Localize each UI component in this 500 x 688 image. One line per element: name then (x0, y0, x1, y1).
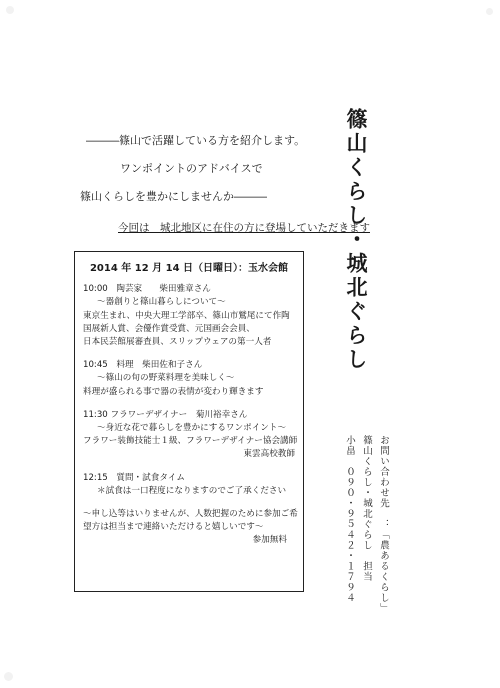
contact-line: 篠山くらし・城北ぐらし 担当 (361, 435, 372, 582)
session-detail: 東雲高校教師 (243, 449, 295, 460)
session-heading: 12:15 質問・試食タイム (83, 472, 185, 483)
contact-line: 小畠 ０９０・９５４２・１７９４ (344, 435, 355, 603)
session-item (83, 283, 295, 349)
session-detail: 国展新人賞、会優作賞受賞、元国画会会員、 (83, 323, 255, 334)
session-detail: 日本民芸館展審査員、スリップウェアの第一人者 (83, 337, 272, 348)
intro-line: ワンポイントのアドバイスで (120, 162, 263, 175)
scan-speck (6, 6, 14, 14)
fee-note: 参加無料 (252, 535, 287, 546)
session-detail: 東京生まれ、中央大理工学部卒、篠山市鷲尾にて作陶 (83, 310, 290, 321)
program-box (74, 251, 304, 592)
scan-speck (486, 8, 493, 15)
session-subtitle: ～身近な花で暮らしを豊かにするワンポイント～ (97, 423, 287, 434)
footer-note: 望方は担当まで連絡いただけると嬉しいです～ (83, 522, 264, 533)
session-subtitle: ＊試食は一口程度になりますのでご了承ください (97, 485, 287, 496)
intro-line: ―――篠山で活躍している方を紹介します。 (86, 134, 306, 147)
intro-line: 篠山くらしを豊かにしませんか――― (80, 190, 267, 203)
session-item (83, 359, 295, 399)
scan-speck (4, 672, 13, 681)
session-item (83, 409, 298, 462)
contact-line: お問い合わせ先 ：「農あるくらし」 (378, 435, 389, 614)
session-heading: 10:00 陶芸家 柴田雅章さん (83, 284, 211, 295)
session-detail: フラワー装飾技能士１級、フラワーデザイナー協会講師 (83, 436, 298, 447)
event-date: 2014 年 12 月 14 日（日曜日）：玉水会館 (89, 263, 289, 274)
session-subtitle: ～器創りと篠山暮らしについて～ (97, 297, 226, 308)
footer-note: ～申し込等はいりませんが、人数把握のために参加ご希 (83, 509, 298, 520)
session-heading: 11:30 フラワーデザイナー 菊川裕幸さん (83, 409, 248, 420)
session-heading: 10:45 料理 柴田佐和子さん (83, 360, 203, 371)
vertical-title: 篠山くらし・城北ぐらし (344, 108, 369, 372)
session-detail: 料理が盛られる事で器の表情が変わり輝きます (83, 386, 264, 397)
session-subtitle: ～篠山の旬の野菜料理を美味しく～ (97, 373, 235, 384)
session-item (83, 472, 295, 498)
notice-text: 今回は 城北地区に在住の方に登場していただきます (118, 222, 370, 234)
